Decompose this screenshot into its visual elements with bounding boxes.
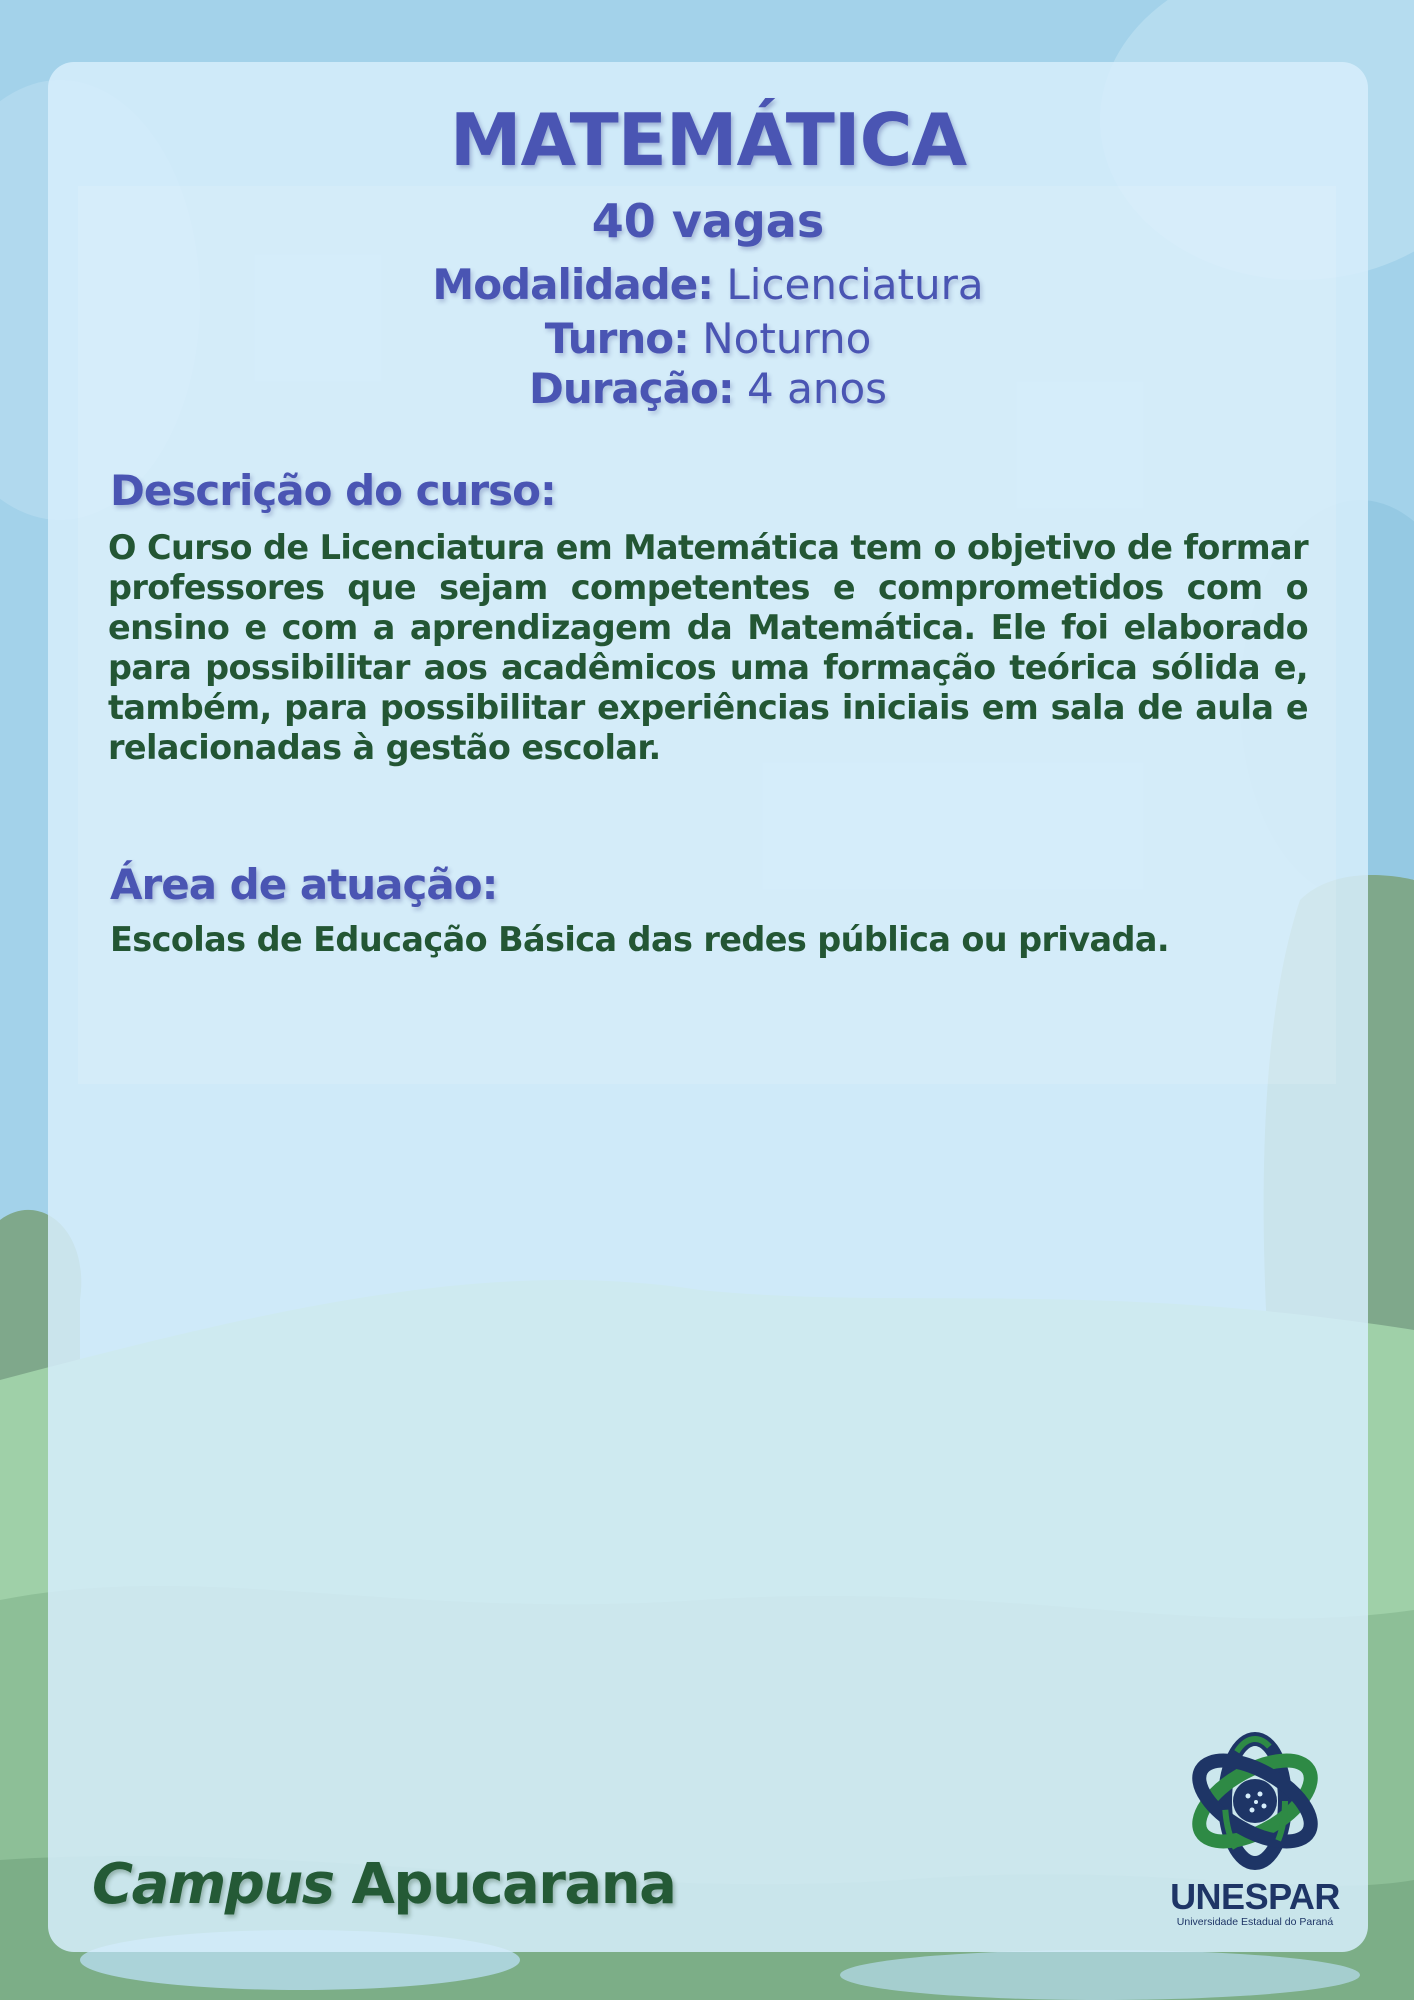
turno-value: Noturno [702,314,872,363]
logo-name: UNESPAR [1170,1876,1340,1917]
duracao-value: 4 anos [747,364,888,413]
modalidade-label: Modalidade: [432,260,714,309]
area-heading: Área de atuação: [110,860,498,909]
duracao-label: Duração: [528,364,734,413]
duracao-line [48,364,1368,413]
unespar-logo [1160,1726,1350,1926]
logo-subtitle: Universidade Estadual do Paraná [1176,1916,1334,1928]
campus-label [92,1852,675,1917]
vagas-count: 40 vagas [591,194,825,248]
descricao-heading: Descrição do curso: [110,466,556,515]
campus-word: Campus [92,1852,334,1917]
modalidade-line [48,260,1368,309]
turno-line [48,314,1368,363]
area-text: Escolas de Educação Básica das redes pública ou privada. [110,920,1170,959]
descricao-text: O Curso de Licenciatura em Matemática tem o objetivo de formar professores que sejam competentes e comprometidos com o ensino e com a aprendizagem da Matemática. Ele foi elaborado para possibilitar aos acadêmicos uma formação teórica sólida e, também, para possibilitar experiências iniciais em sala de aula e relacionadas à gestão escolar. [108,528,1308,767]
page-title: MATEMÁTICA [449,98,967,182]
unespar-logo-icon [1176,1726,1334,1876]
modalidade-value: Licenciatura [726,260,984,309]
turno-label: Turno: [544,314,689,363]
campus-name: Apucarana [351,1852,676,1917]
